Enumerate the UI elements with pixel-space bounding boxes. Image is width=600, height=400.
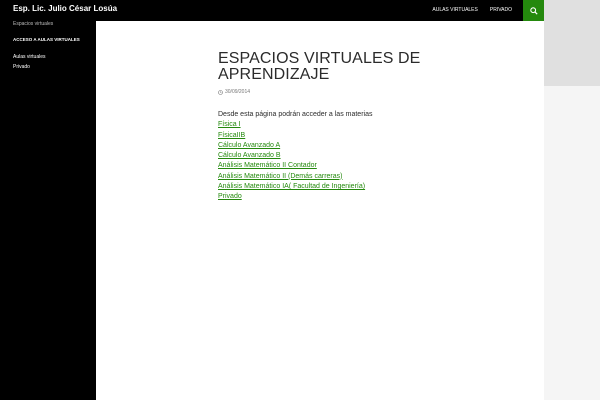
clock-icon (218, 90, 223, 95)
search-button[interactable] (523, 0, 544, 21)
list-item (218, 161, 518, 171)
main-content (96, 21, 544, 400)
post-body (218, 110, 518, 203)
background-block (544, 0, 600, 86)
list-item (218, 172, 518, 182)
list-item (218, 151, 518, 161)
site-header (0, 0, 544, 21)
sidebar-menu (13, 37, 93, 72)
post-title-line-1: ESPACIOS VIRTUALES DE (218, 50, 421, 67)
course-link-fisica-1[interactable]: Física I (218, 121, 241, 129)
course-link-list (218, 120, 518, 202)
nav-item-aulas-virtuales[interactable]: AULAS VIRTUALES (432, 7, 478, 13)
course-link-fisica-2b[interactable]: FísicaIIB (218, 131, 246, 139)
site-title[interactable]: Esp. Lic. Julio César Losúa (13, 4, 118, 13)
nav-item-privado[interactable]: PRIVADO (489, 7, 512, 13)
list-item (218, 120, 518, 130)
post-meta (218, 89, 518, 95)
post-intro: Desde esta página podrán acceder a las materias (218, 111, 373, 118)
post-title-line-2: APRENDIZAJE (218, 66, 330, 83)
course-link-analisis-1a[interactable]: Análisis Matemático IA( Facultad de Ingeniería) (218, 183, 366, 191)
course-link-analisis-2-contador[interactable]: Análisis Matemático II Contador (218, 162, 317, 170)
list-item (218, 182, 518, 192)
sidebar-item-aulas-virtuales (13, 52, 93, 62)
post (218, 51, 518, 203)
primary-nav (426, 0, 518, 21)
list-item (218, 141, 518, 151)
post-date[interactable]: 30/09/2014 (225, 89, 251, 95)
course-link-analisis-2-demas[interactable]: Análisis Matemático II (Demás carreras) (218, 172, 343, 180)
post-title (218, 51, 518, 83)
sidebar-submenu (13, 52, 93, 72)
search-icon (530, 7, 538, 15)
course-link-privado[interactable]: Privado (218, 193, 242, 201)
list-item (218, 192, 518, 202)
sidebar-link-aulas-virtuales[interactable]: Aulas virtuales (13, 54, 46, 60)
sidebar-link-privado[interactable]: Privado (13, 64, 30, 70)
list-item (218, 131, 518, 141)
course-link-calculo-a[interactable]: Cálculo Avanzado A (218, 141, 281, 149)
course-link-calculo-b[interactable]: Cálculo Avanzado B (218, 152, 281, 160)
site-tagline: Espacios virtuales (13, 21, 54, 27)
sidebar-menu-title[interactable]: ACCESO A AULAS VIRTUALES (13, 37, 80, 42)
sidebar (0, 21, 96, 400)
sidebar-item-privado (13, 62, 93, 72)
